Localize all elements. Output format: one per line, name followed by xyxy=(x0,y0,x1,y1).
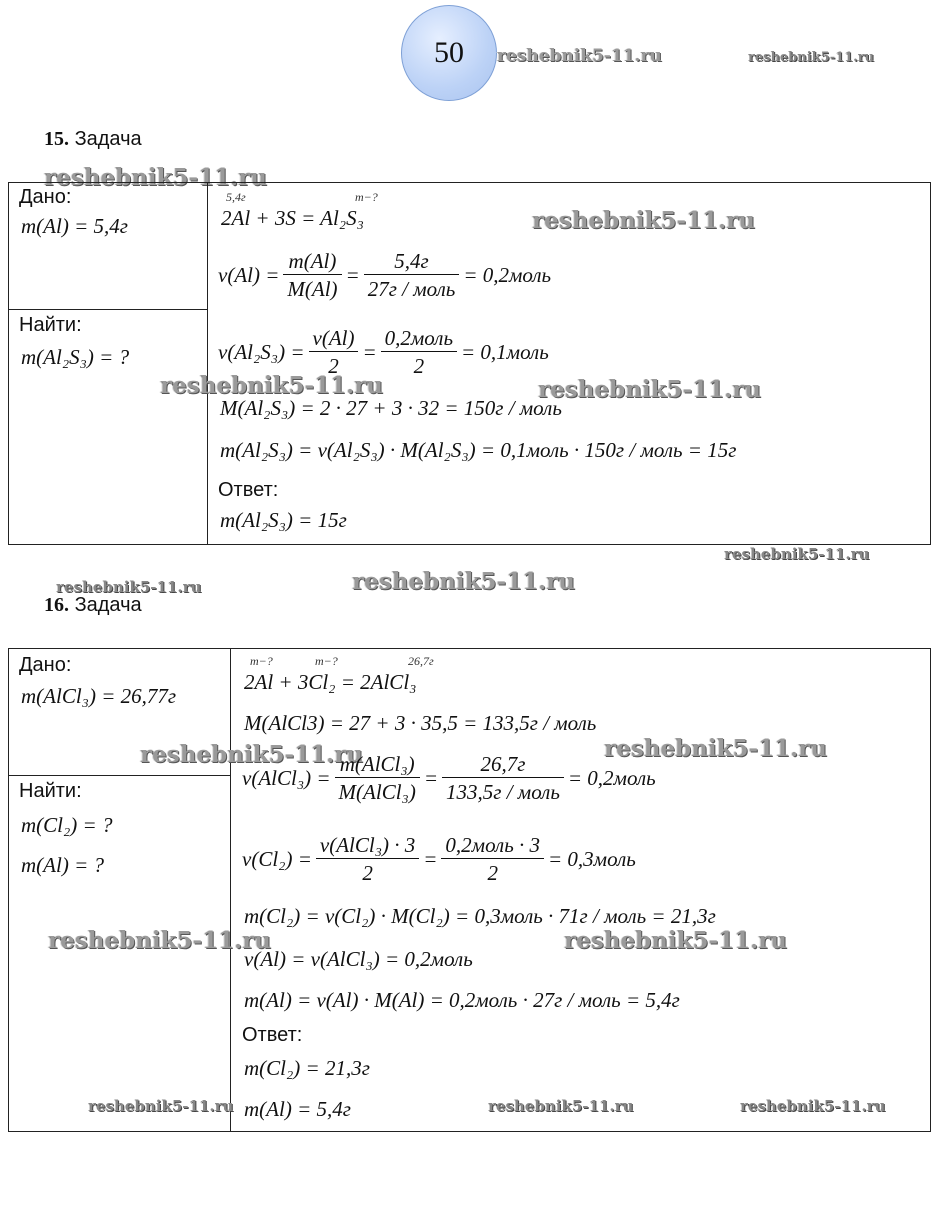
numerator: 0,2моль xyxy=(384,326,453,350)
divider xyxy=(8,309,208,310)
denominator: 2 xyxy=(309,351,359,379)
given-value: m(AlCl₃) = 26,77г xyxy=(21,684,177,708)
molar-mass-line: M(AlCl3) = 27 + 3 · 35,5 = 133,5г / моль xyxy=(244,711,597,735)
watermark: reshebnik5-11.ru xyxy=(88,1097,234,1115)
find-value: m(Cl₂) = ? xyxy=(21,813,113,837)
watermark: reshebnik5-11.ru xyxy=(740,1097,886,1115)
fraction xyxy=(441,833,544,886)
mass-cl2-calculation: m(Cl₂) = ν(Cl₂) · M(Cl₂) = 0,3моль · 71г / моль = 21,3г xyxy=(244,904,716,928)
divider xyxy=(8,775,231,776)
fraction xyxy=(381,326,457,379)
numerator: 0,2моль · 3 xyxy=(445,833,541,857)
denominator: M(Al) xyxy=(283,274,341,302)
answer-label: Ответ: xyxy=(218,479,279,501)
task-16-title xyxy=(44,594,142,617)
equals: = xyxy=(362,340,377,364)
numerator: 26,7г xyxy=(480,752,526,776)
task-number: 15. xyxy=(44,128,69,150)
numerator: ν(Al) xyxy=(312,326,355,350)
formula-lhs: ν(Al) = xyxy=(218,263,280,287)
numerator: ν(AlCl₃) · 3 xyxy=(319,833,416,857)
denominator: 2 xyxy=(316,858,419,886)
mass-annotation: 26,7г xyxy=(408,654,434,668)
equals: = xyxy=(423,847,438,871)
task-number: 16. xyxy=(44,594,69,616)
formula-lhs: ν(Al₂S₃) = xyxy=(218,340,305,364)
mass-al-calculation: m(Al) = ν(Al) · M(Al) = 0,2моль · 27г / моль = 5,4г xyxy=(244,988,680,1012)
watermark: reshebnik5-11.ru xyxy=(48,927,271,954)
watermark: reshebnik5-11.ru xyxy=(44,164,267,191)
moles-al-line: ν(Al) = ν(AlCl₃) = 0,2моль xyxy=(244,947,473,971)
answer-value: m(Al) = 5,4г xyxy=(244,1097,351,1121)
watermark: reshebnik5-11.ru xyxy=(564,927,787,954)
given-label: Дано: xyxy=(19,654,72,676)
equals: = xyxy=(423,766,439,790)
formula-lhs: ν(AlCl₃) = xyxy=(242,766,331,790)
denominator: 27г / моль xyxy=(364,274,460,302)
denominator: 2 xyxy=(381,351,457,379)
task-label: Задача xyxy=(74,128,142,150)
find-value: m(Al) = ? xyxy=(21,853,104,877)
mass-annotation: m−? xyxy=(315,654,338,668)
formula-lhs: ν(Cl₂) = xyxy=(242,847,312,871)
task-label: Задача xyxy=(74,594,142,616)
given-value: m(Al) = 5,4г xyxy=(21,214,128,238)
watermark: reshebnik5-11.ru xyxy=(604,735,827,762)
denominator: 133,5г / моль xyxy=(442,777,564,805)
moles-al-formula xyxy=(218,249,551,302)
result: = 0,2моль xyxy=(463,263,552,287)
watermark: reshebnik5-11.ru xyxy=(748,50,875,65)
divider xyxy=(230,648,231,1132)
given-label: Дано: xyxy=(19,186,72,208)
result: = 0,2моль xyxy=(567,766,656,790)
numerator: m(AlCl₃) xyxy=(339,752,415,776)
find-label: Найти: xyxy=(19,780,82,802)
find-label: Найти: xyxy=(19,314,82,336)
fraction xyxy=(335,752,420,805)
answer-value: m(Cl₂) = 21,3г xyxy=(244,1056,370,1080)
mass-calculation: m(Al₂S₃) = ν(Al₂S₃) · M(Al₂S₃) = 0,1моль · 150г / моль = 15г xyxy=(220,438,737,462)
watermark: reshebnik5-11.ru xyxy=(497,46,662,66)
watermark: reshebnik5-11.ru xyxy=(532,207,755,234)
page-number: 50 xyxy=(434,36,464,69)
fraction xyxy=(364,249,460,302)
mass-annotation: m−? xyxy=(250,654,273,668)
result: = 0,3моль xyxy=(548,847,636,871)
watermark: reshebnik5-11.ru xyxy=(538,376,761,403)
reaction-equation: 2Al + 3Cl₂ = 2AlCl₃ xyxy=(244,670,417,694)
denominator: M(AlCl₃) xyxy=(335,777,420,805)
mass-annotation: 5,4г xyxy=(226,190,246,204)
divider xyxy=(207,182,208,545)
denominator: 2 xyxy=(441,858,544,886)
task-15-title xyxy=(44,128,142,151)
numerator: 5,4г xyxy=(394,249,429,273)
fraction xyxy=(442,752,564,805)
page-number-badge xyxy=(401,5,497,101)
mass-annotation: m−? xyxy=(355,190,378,204)
watermark: reshebnik5-11.ru xyxy=(488,1097,634,1115)
molar-mass-line: M(Al₂S₃) = 2 · 27 + 3 · 32 = 150г / моль xyxy=(220,396,562,420)
result: = 0,1моль xyxy=(461,340,549,364)
watermark: reshebnik5-11.ru xyxy=(140,741,363,768)
watermark: reshebnik5-11.ru xyxy=(56,578,202,596)
fraction xyxy=(283,249,341,302)
moles-cl2-formula xyxy=(242,833,636,886)
numerator: m(Al) xyxy=(288,249,337,273)
watermark: reshebnik5-11.ru xyxy=(352,568,575,595)
moles-alcl3-formula xyxy=(242,752,656,805)
answer-value: m(Al₂S₃) = 15г xyxy=(220,508,347,532)
reaction-equation: 2Al + 3S = Al₂S₃ xyxy=(221,206,364,230)
watermark: reshebnik5-11.ru xyxy=(724,545,870,563)
equals: = xyxy=(345,263,360,287)
find-value: m(Al₂S₃) = ? xyxy=(21,345,130,369)
watermark: reshebnik5-11.ru xyxy=(160,372,383,399)
fraction xyxy=(316,833,419,886)
answer-label: Ответ: xyxy=(242,1024,303,1046)
